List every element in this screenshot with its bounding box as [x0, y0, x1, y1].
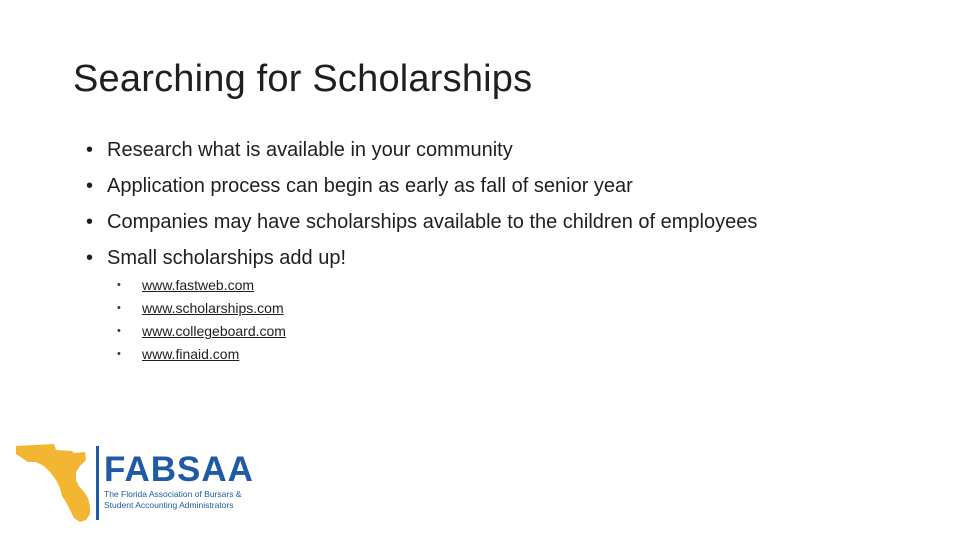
link-collegeboard[interactable]: www.collegeboard.com	[142, 323, 286, 339]
logo-divider	[96, 446, 99, 520]
link-fastweb[interactable]: www.fastweb.com	[142, 277, 255, 293]
sub-bullet-marker: •	[117, 325, 121, 337]
slide-title: Searching for Scholarships	[73, 58, 533, 100]
bullet-list	[86, 136, 757, 280]
link-finaid[interactable]: www.finaid.com	[142, 346, 240, 362]
link-item	[117, 298, 286, 321]
logo-wordmark: FABSAA	[104, 450, 254, 489]
link-item	[117, 344, 286, 367]
bullet-item	[86, 208, 757, 244]
bullet-item	[86, 172, 757, 208]
link-list	[117, 275, 286, 367]
sub-bullet-marker: •	[117, 348, 121, 360]
bullet-marker: •	[86, 211, 94, 233]
bullet-text: Companies may have scholarships available to the children of employees	[107, 211, 758, 233]
bullet-marker: •	[86, 247, 94, 269]
logo-tagline	[104, 489, 274, 511]
link-item	[117, 275, 286, 298]
bullet-item	[86, 136, 757, 172]
logo-tagline-line: Student Accounting Administrators	[104, 500, 234, 510]
sub-bullet-marker: •	[117, 279, 121, 291]
bullet-text: Small scholarships add up!	[107, 247, 347, 269]
bullet-text: Application process can begin as early as fall of senior year	[107, 175, 633, 197]
sub-bullet-marker: •	[117, 302, 121, 314]
link-scholarships[interactable]: www.scholarships.com	[142, 300, 284, 316]
bullet-marker: •	[86, 139, 94, 161]
bullet-text: Research what is available in your community	[107, 139, 513, 161]
logo-tagline-line: The Florida Association of Bursars &	[104, 489, 242, 499]
bullet-marker: •	[86, 175, 94, 197]
link-item	[117, 321, 286, 344]
